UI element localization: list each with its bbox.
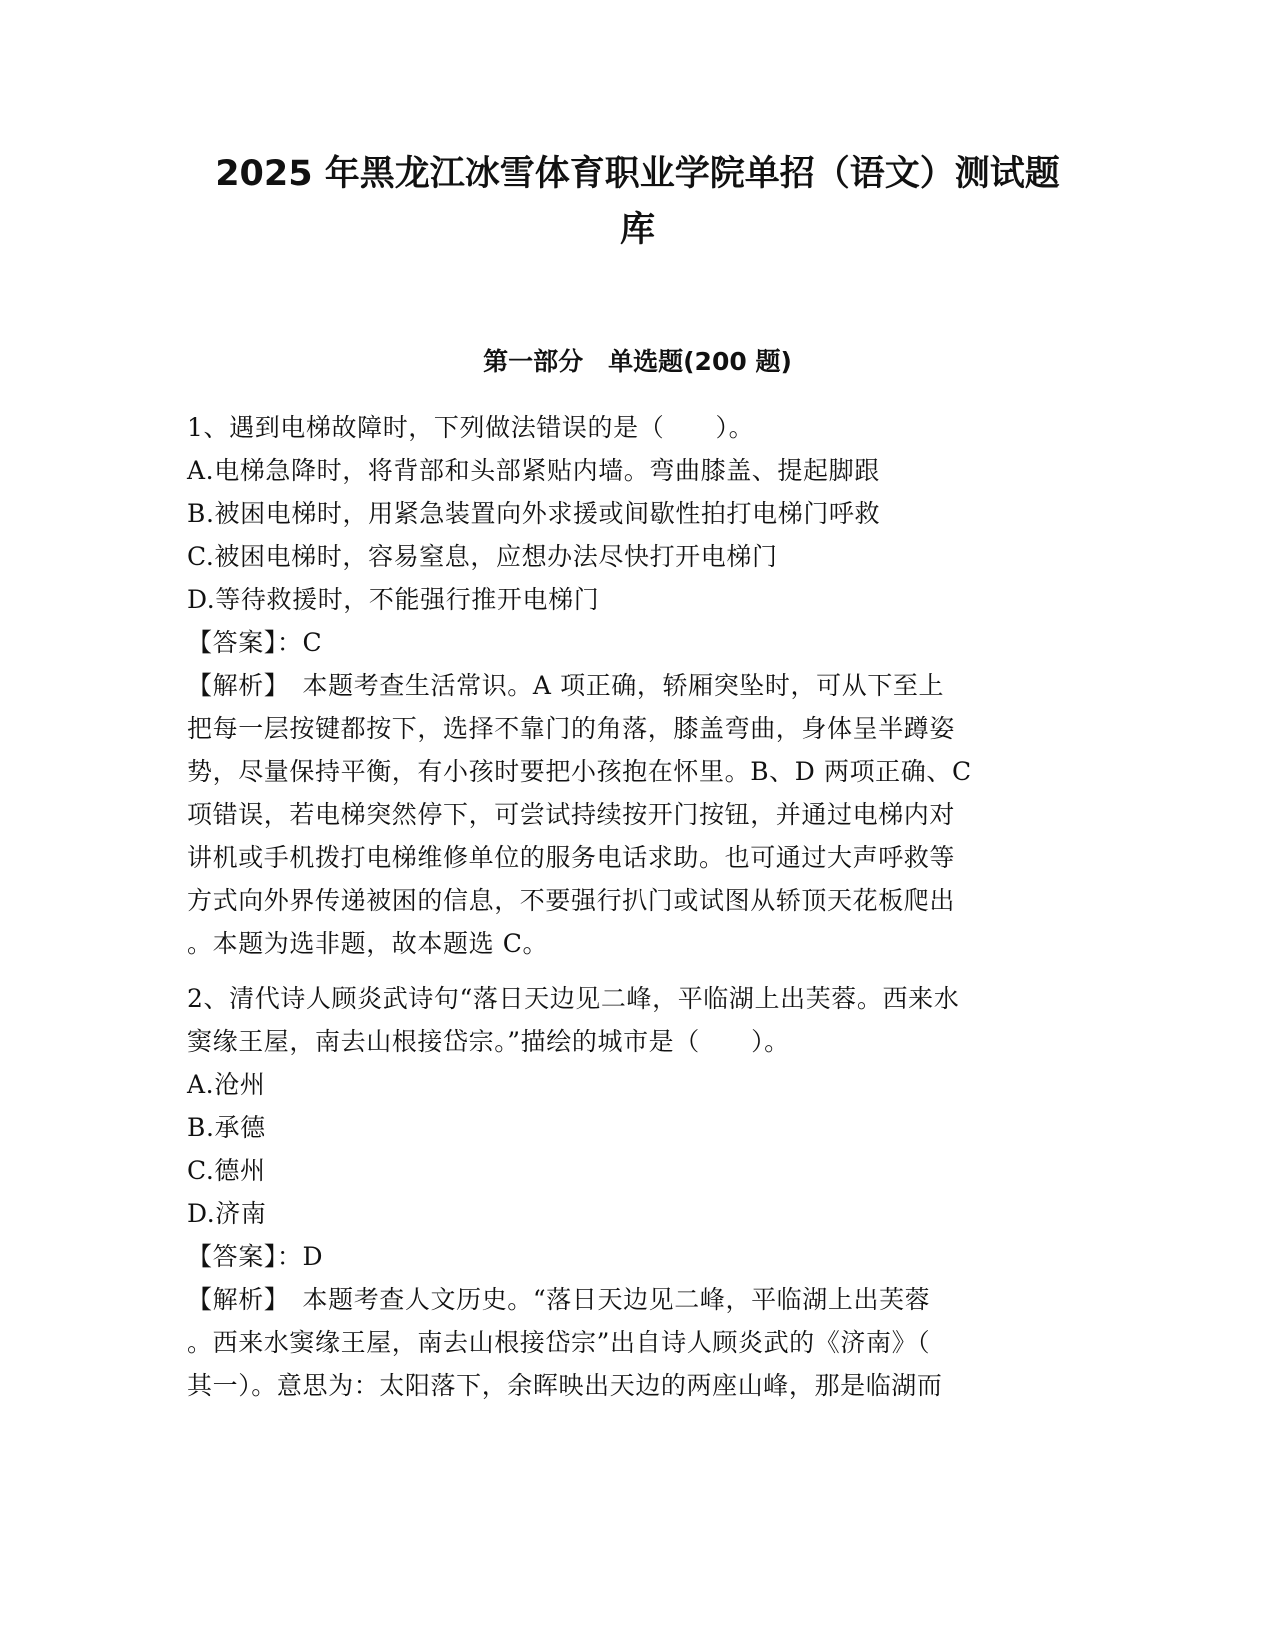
title-line-1: 2025 年黑龙江冰雪体育职业学院单招（语文）测试题	[215, 154, 1060, 194]
question-1-explanation-line-2: 把每一层按键都按下，选择不靠门的角落，膝盖弯曲，身体呈半蹲姿	[187, 714, 956, 743]
question-2-stem-line-2: 窦缘王屋，南去山根接岱宗。”描绘的城市是（ ）。	[187, 1027, 790, 1056]
question-1-explanation-line-7: 。本题为选非题，故本题选 C。	[187, 929, 549, 958]
question-2-explanation-line-2: 。西来水窦缘王屋，南去山根接岱宗”出自诗人顾炎武的《济南》（	[187, 1328, 931, 1357]
document-title	[160, 146, 1115, 258]
question-1-option-c: C.被困电梯时，容易窒息，应想办法尽快打开电梯门	[187, 542, 778, 571]
question-2-option-b: B.承德	[187, 1113, 266, 1142]
document-body	[187, 406, 1077, 1407]
question-gap	[187, 965, 1077, 977]
question-1-option-d: D.等待救援时，不能强行推开电梯门	[187, 585, 600, 614]
question-2-explanation-line-3: 其一）。意思为：太阳落下，余晖映出天边的两座山峰，那是临湖而	[187, 1371, 943, 1400]
question-1-explanation-line-6: 方式向外界传递被困的信息，不要强行扒门或试图从轿顶天花板爬出	[187, 886, 956, 915]
question-1-explanation-line-4: 项错误，若电梯突然停下，可尝试持续按开门按钮，并通过电梯内对	[187, 800, 956, 829]
question-2-option-a: A.沧州	[187, 1070, 266, 1099]
question-1-option-b: B.被困电梯时，用紧急装置向外求援或间歇性拍打电梯门呼救	[187, 499, 881, 528]
question-2-stem-line-1: 2、清代诗人顾炎武诗句“落日天边见二峰，平临湖上出芙蓉。西来水	[187, 984, 960, 1013]
question-1-option-a: A.电梯急降时，将背部和头部紧贴内墙。弯曲膝盖、提起脚跟	[187, 456, 880, 485]
question-1-explanation-line-3: 势，尽量保持平衡，有小孩时要把小孩抱在怀里。B、D 两项正确、C	[187, 757, 972, 786]
question-1-explanation-line-1: 【解析】 本题考查生活常识。A 项正确，轿厢突坠时，可从下至上	[187, 671, 945, 700]
question-1	[187, 406, 1077, 965]
question-1-answer: 【答案】：C	[187, 628, 323, 657]
title-line-2: 库	[619, 210, 655, 250]
question-2-option-d: D.济南	[187, 1199, 267, 1228]
question-2	[187, 977, 1077, 1407]
section-title: 第一部分 单选题(200 题)	[483, 347, 792, 376]
question-2-answer: 【答案】：D	[187, 1242, 324, 1271]
question-1-explanation-line-5: 讲机或手机拨打电梯维修单位的服务电话求助。也可通过大声呼救等	[187, 843, 956, 872]
question-1-stem-line-1: 1、遇到电梯故障时，下列做法错误的是（ ）。	[187, 413, 755, 442]
question-2-option-c: C.德州	[187, 1156, 266, 1185]
question-2-explanation-line-1: 【解析】 本题考查人文历史。“落日天边见二峰，平临湖上出芙蓉	[187, 1285, 931, 1314]
